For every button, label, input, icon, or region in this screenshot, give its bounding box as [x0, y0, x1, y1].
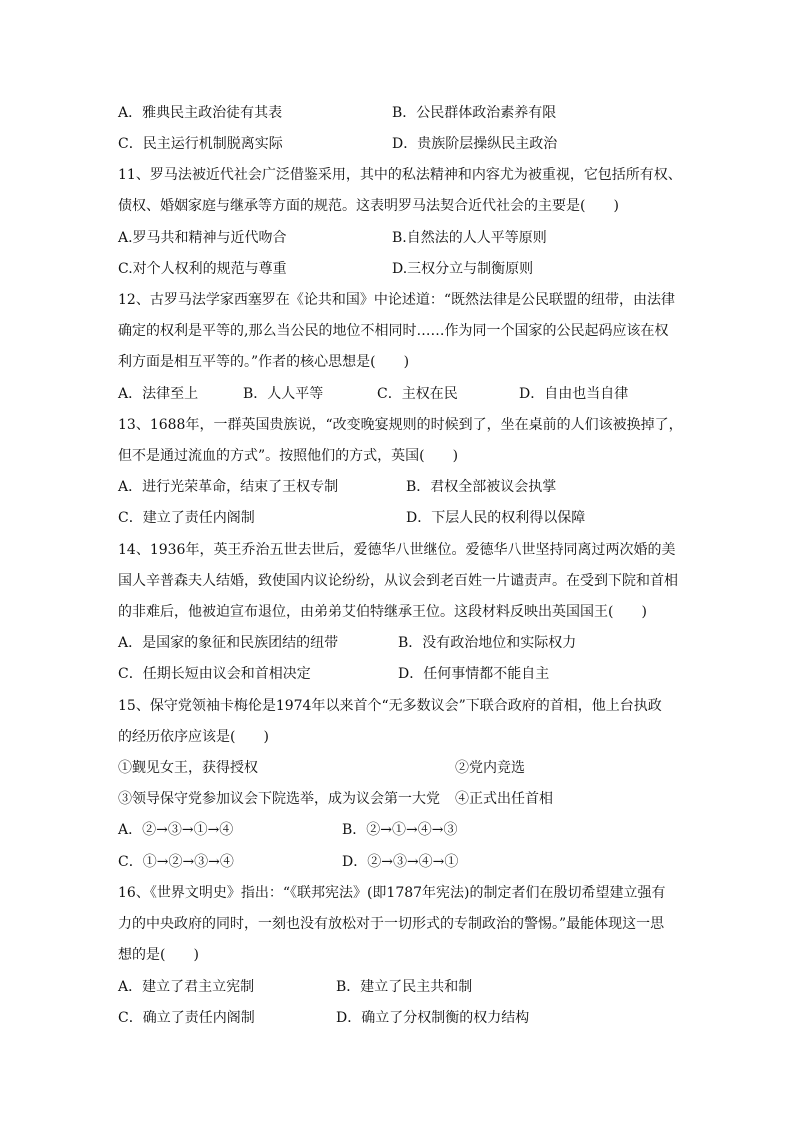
q12-stem-line-1: 12、古罗马法学家西塞罗在《论共和国》中论述道：“既然法律是公民联盟的纽带，由法律	[118, 292, 675, 308]
q16-stem-line-3: 想的是( )	[118, 947, 199, 963]
q11-stem-line-1: 11、罗马法被近代社会广泛借鉴采用，其中的私法精神和内容尤为被重视，它包括所有权、	[118, 167, 682, 183]
q12-stem-line-2: 确定的权利是平等的,那么当公民的地位不相同时……作为同一个国家的公民起码应该在权	[118, 323, 669, 339]
q13-option-b: B．君权全部被议会执掌	[406, 479, 557, 495]
q11-option-b: B.自然法的人人平等原则	[392, 230, 547, 246]
q12-stem-line-3: 利方面是相互平等的。”作者的核心思想是( )	[118, 354, 410, 370]
q16-option-b: B．建立了民主共和制	[336, 979, 473, 995]
q13-stem-line-1: 13、1688年，一群英国贵族说，“改变晚宴规则的时候到了，坐在桌前的人们该被换掉了，	[118, 417, 683, 433]
q12-option-d: D．自由也当自律	[519, 386, 629, 402]
q13-option-c: C．建立了责任内阁制	[118, 510, 255, 526]
q14-stem-line-3: 的非难后，他被迫宣布退位，由弟弟艾伯特继承王位。这段材料反映出英国国王( )	[118, 604, 647, 620]
q14-stem-line-2: 国人辛普森夫人结婚，致使国内议论纷纷，从议会到老百姓一片谴责声。在受到下院和首相	[118, 573, 678, 589]
q13-stem-line-2: 但不是通过流血的方式”。按照他们的方式，英国( )	[118, 448, 459, 464]
q16-option-c: C．确立了责任内阁制	[118, 1010, 255, 1026]
q15-step-2: ②党内竞选	[455, 760, 525, 776]
q16-stem-line-2: 力的中央政府的同时，一刻也没有放松对于一切形式的专制政治的警惕。”最能体现这一思	[118, 916, 665, 932]
q15-option-d: D．②→③→④→①	[342, 854, 459, 870]
q15-stem-line-1: 15、保守党领袖卡梅伦是1974年以来首个“无多数议会”下联合政府的首相，他上台执政	[118, 698, 662, 714]
q13-option-d: D．下层人民的权利得以保障	[406, 510, 586, 526]
q16-option-d: D．确立了分权制衡的权力结构	[336, 1010, 530, 1026]
q10-option-d: D．贵族阶层操纵民主政治	[392, 136, 558, 152]
q14-option-d: D．任何事情都不能自主	[398, 666, 550, 682]
q16-option-a: A．建立了君主立宪制	[118, 979, 255, 995]
q10-option-b: B．公民群体政治素养有限	[392, 105, 557, 121]
q15-option-a: A．②→③→①→④	[118, 822, 234, 838]
q14-option-b: B．没有政治地位和实际权力	[398, 635, 577, 651]
q16-stem-line-1: 16、《世界文明史》指出：“《联邦宪法》(即1787年宪法)的制定者们在殷切希望建立强有	[118, 885, 666, 901]
q11-stem-line-2: 债权、婚姻家庭与继承等方面的规范。这表明罗马法契合近代社会的主要是( )	[118, 198, 619, 214]
q10-option-c: C．民主运行机制脱离实际	[118, 136, 283, 152]
q11-option-d: D.三权分立与制衡原则	[392, 261, 534, 277]
q15-option-b: B．②→①→④→③	[342, 822, 458, 838]
q10-option-a: A．雅典民主政治徒有其表	[118, 105, 283, 121]
q15-step-4: ④正式出任首相	[455, 791, 553, 807]
q11-option-c: C.对个人权利的规范与尊重	[118, 261, 287, 277]
q15-step-1: ①觐见女王，获得授权	[118, 760, 258, 776]
q12-option-b: B．人人平等	[243, 386, 324, 402]
q12-option-a: A．法律至上	[118, 386, 199, 402]
q15-step-3: ③领导保守党参加议会下院选举，成为议会第一大党	[118, 791, 440, 807]
q13-option-a: A．进行光荣革命，结束了王权专制	[118, 479, 339, 495]
q12-option-c: C．主权在民	[377, 386, 458, 402]
q14-option-c: C．任期长短由议会和首相决定	[118, 666, 311, 682]
q14-stem-line-1: 14、1936年，英王乔治五世去世后，爱德华八世继位。爱德华八世坚持同离过两次婚的美	[118, 542, 676, 558]
q11-option-a: A.罗马共和精神与近代吻合	[118, 230, 287, 246]
q15-stem-line-2: 的经历依序应该是( )	[118, 729, 269, 745]
q14-option-a: A．是国家的象征和民族团结的纽带	[118, 635, 339, 651]
q15-option-c: C．①→②→③→④	[118, 854, 234, 870]
